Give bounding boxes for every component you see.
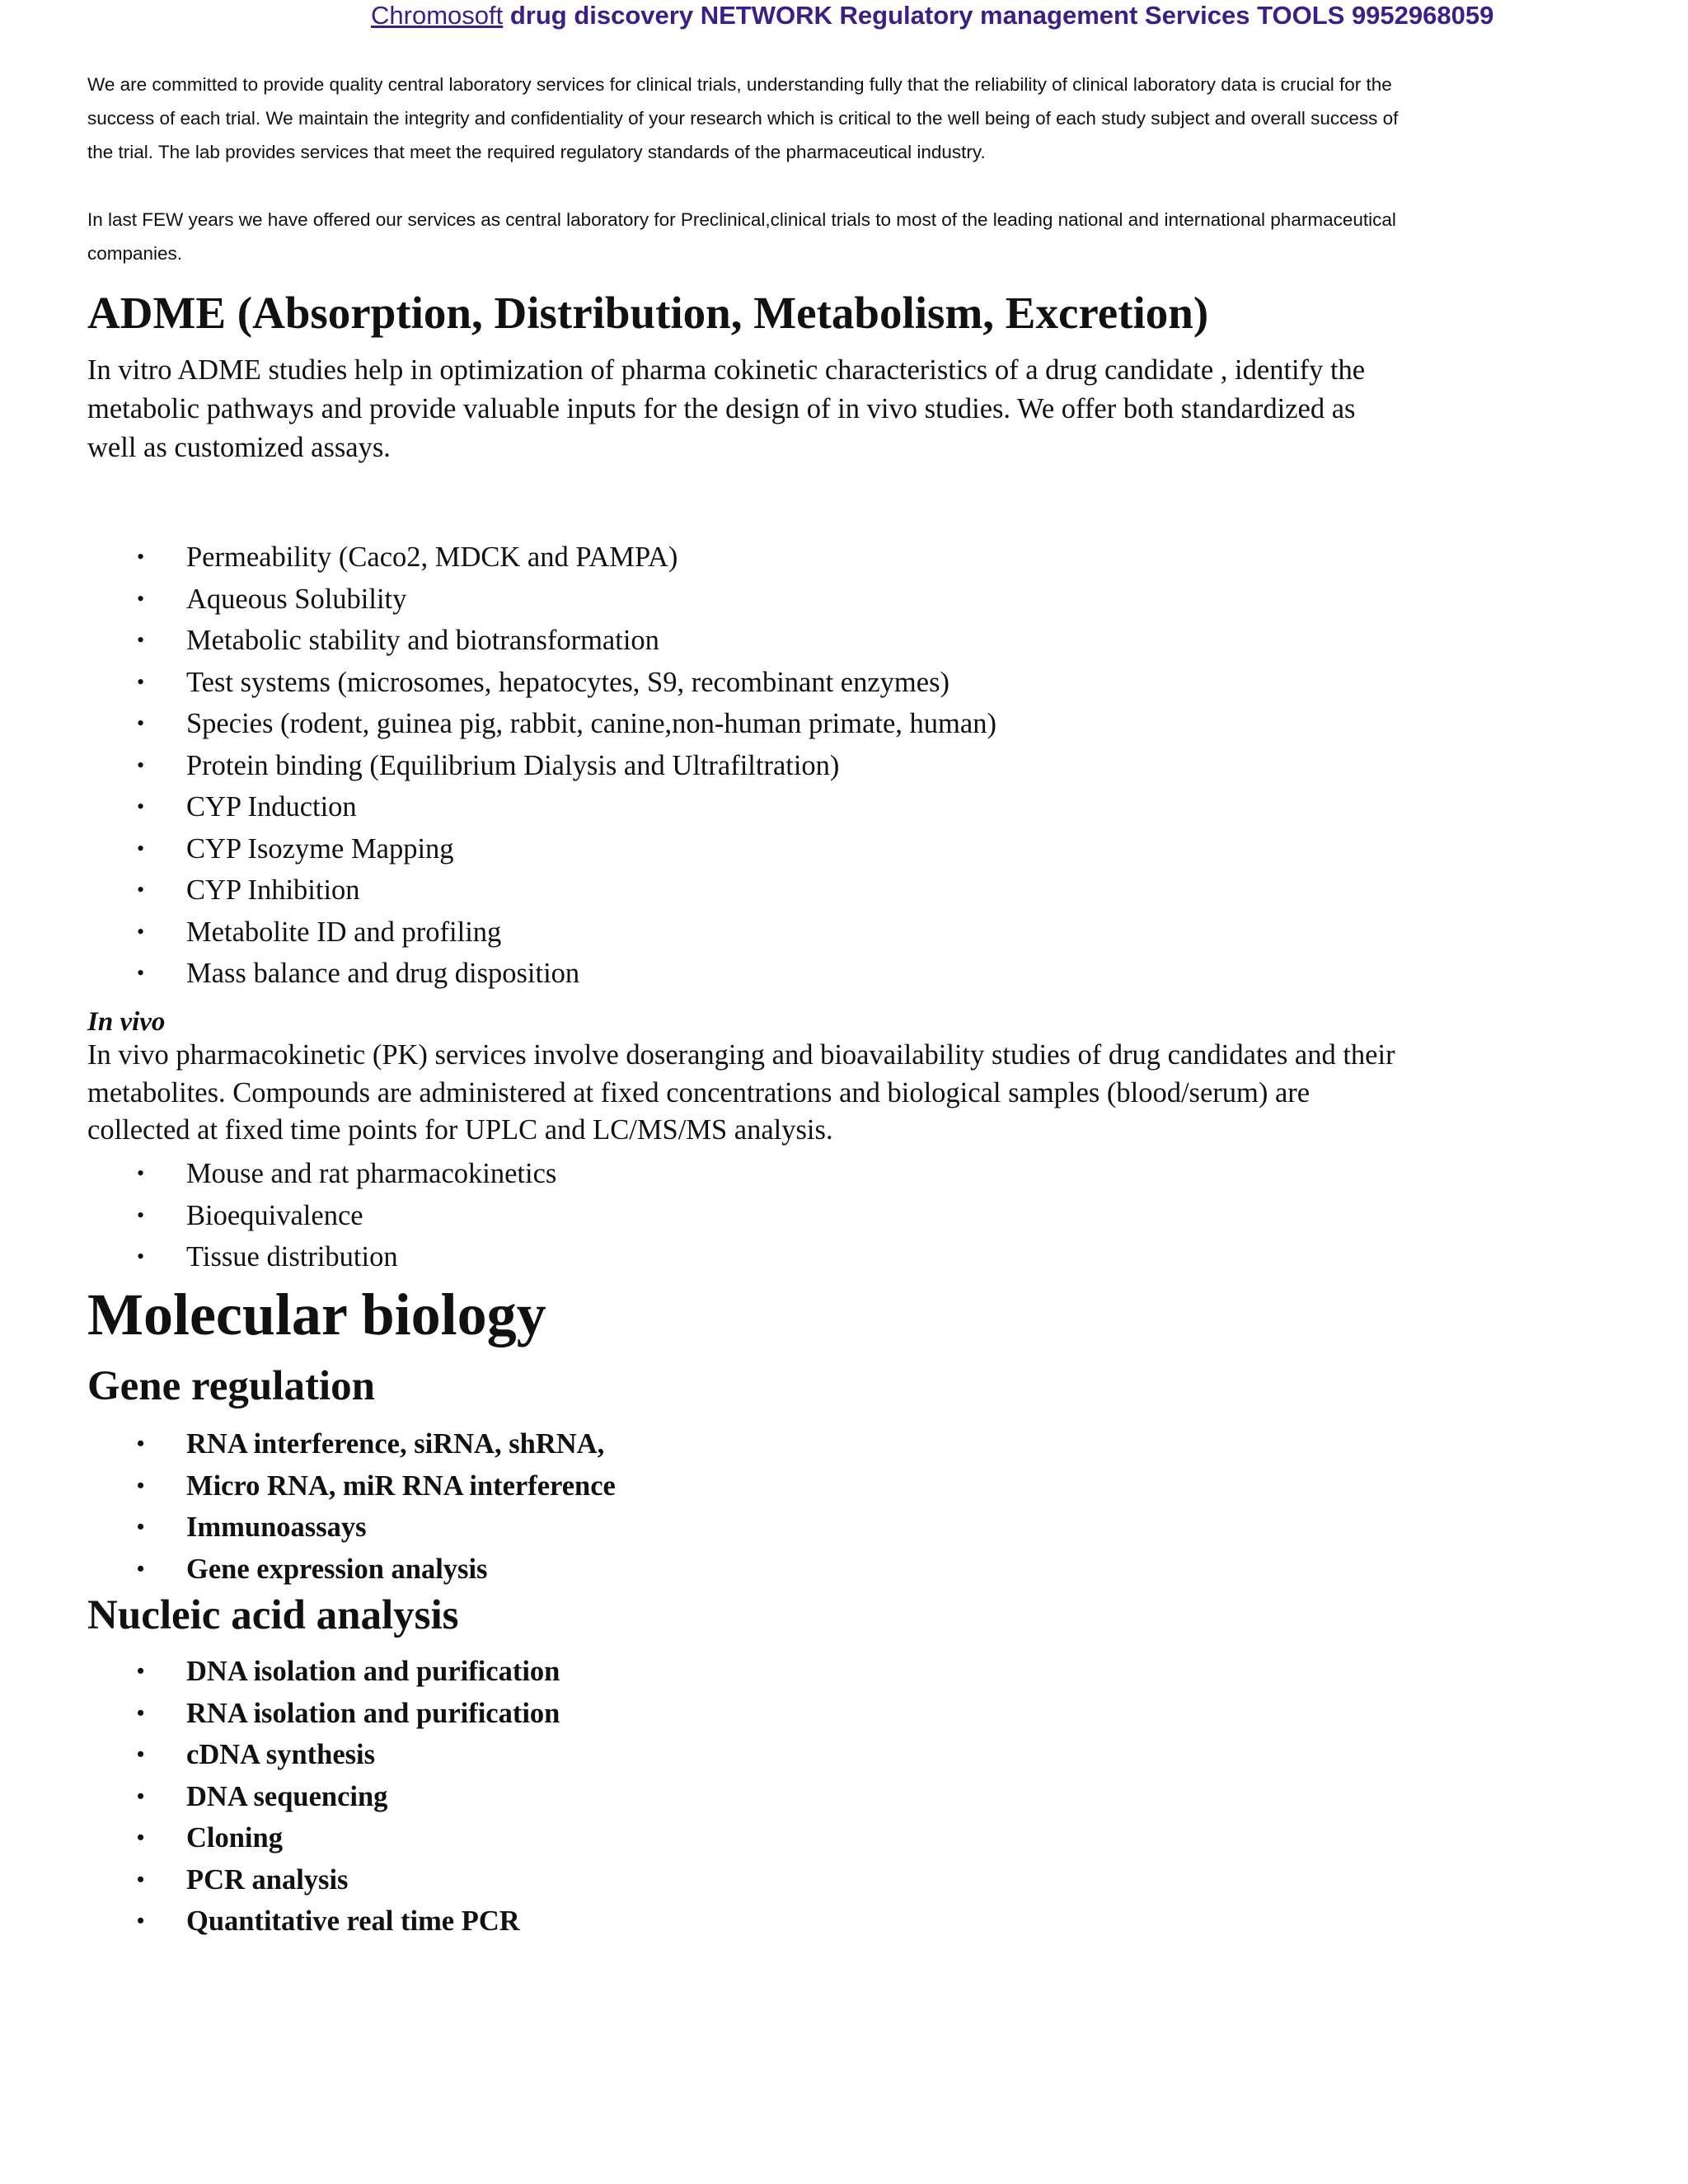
list-item-text: CYP Inhibition <box>186 874 360 906</box>
bullet-icon: • <box>137 1825 145 1849</box>
bullet-icon: • <box>137 1515 145 1539</box>
bullet-icon: • <box>137 1659 145 1683</box>
list-item <box>0 579 996 621</box>
bullet-icon: • <box>137 1742 145 1766</box>
bullet-icon: • <box>137 919 145 944</box>
nav-link-services[interactable]: Services <box>1144 1 1250 30</box>
list-item <box>0 912 996 954</box>
nucleic-acid-heading: Nucleic acid analysis <box>87 1592 459 1638</box>
list-item <box>0 1734 560 1776</box>
nav-link-regulatory-management[interactable]: Regulatory management <box>839 1 1138 30</box>
list-item-text: Bioequivalence <box>186 1199 363 1231</box>
bullet-icon: • <box>137 669 145 694</box>
list-item <box>0 1465 616 1507</box>
list-item <box>0 1423 616 1465</box>
nav-phone-number[interactable]: 9952968059 <box>1351 1 1494 30</box>
list-item <box>0 1507 616 1549</box>
list-item-text: Mouse and rat pharmacokinetics <box>186 1158 557 1189</box>
bullet-icon: • <box>137 1432 145 1455</box>
list-item-text: Protein binding (Equilibrium Dialysis and Ultrafiltration) <box>186 749 840 781</box>
bullet-icon: • <box>137 1556 145 1581</box>
bullet-icon: • <box>137 711 145 735</box>
adme-paragraph: In vitro ADME studies help in optimization of pharma cokinetic characteristics of a drug candidate , identify the metabolic pathways and provide valuable inputs for the design of in vivo studies. We offer both standardized as well as customized assays. <box>87 354 1366 463</box>
list-item-text: Quantitative real time PCR <box>186 1905 520 1937</box>
list-item-text: cDNA synthesis <box>186 1739 376 1770</box>
list-item <box>0 662 996 704</box>
list-item <box>0 1153 556 1195</box>
list-item <box>0 1651 560 1693</box>
nav-link-tools[interactable]: TOOLS <box>1257 1 1345 30</box>
list-item <box>0 537 996 579</box>
invivo-label: In vivo <box>87 1007 166 1037</box>
adme-heading: ADME (Absorption, Distribution, Metabolism, Excretion) <box>87 288 1209 338</box>
invivo-list <box>0 1153 556 1278</box>
list-item-text: Tissue distribution <box>186 1241 398 1272</box>
bullet-icon: • <box>137 1244 145 1268</box>
list-item <box>0 1195 556 1237</box>
gene-regulation-list <box>0 1423 616 1590</box>
list-item <box>0 1900 560 1943</box>
bullet-icon: • <box>137 794 145 818</box>
list-item <box>0 1776 560 1818</box>
bullet-icon: • <box>137 1867 145 1891</box>
adme-list <box>0 537 996 995</box>
list-item-text: Micro RNA, miR RNA interference <box>186 1469 616 1502</box>
list-item-text: Immunoassays <box>186 1511 367 1543</box>
top-navigation <box>371 0 1493 31</box>
bullet-icon: • <box>137 545 145 569</box>
brand-link[interactable]: Chromosoft <box>371 1 504 30</box>
invivo-paragraph: In vivo pharmacokinetic (PK) services involve doseranging and bioavailability studies of drug candidates and their metabolites. Compounds are administered at fixed concentrations and biological samples (blood/serum) are collected at fixed time points for UPLC and LC/MS/MS analysis. <box>87 1039 1395 1146</box>
list-item-text: Aqueous Solubility <box>186 583 407 615</box>
gene-regulation-heading: Gene regulation <box>87 1363 375 1409</box>
nucleic-acid-list <box>0 1651 560 1943</box>
bullet-icon: • <box>137 628 145 652</box>
list-item-text: RNA isolation and purification <box>186 1697 560 1729</box>
list-item-text: Metabolite ID and profiling <box>186 916 502 948</box>
bullet-icon: • <box>137 1783 145 1808</box>
bullet-icon: • <box>137 752 145 777</box>
list-item-text: RNA interference, siRNA, shRNA, <box>186 1428 605 1460</box>
list-item <box>0 745 996 787</box>
list-item-text: Test systems (microsomes, hepatocytes, S9, recombinant enzymes) <box>186 666 950 698</box>
list-item <box>0 1693 560 1735</box>
list-item-text: Permeability (Caco2, MDCK and PAMPA) <box>186 541 678 573</box>
bullet-icon: • <box>137 878 145 902</box>
nav-link-network[interactable]: NETWORK <box>700 1 832 30</box>
list-item-text: DNA sequencing <box>186 1780 388 1812</box>
bullet-icon: • <box>137 1202 145 1227</box>
list-item-text: PCR analysis <box>186 1863 349 1896</box>
molecular-biology-heading: Molecular biology <box>87 1282 546 1347</box>
bullet-icon: • <box>137 1161 145 1185</box>
list-item <box>0 869 996 912</box>
list-item <box>0 953 996 995</box>
bullet-icon: • <box>137 1909 145 1933</box>
list-item <box>0 703 996 745</box>
bullet-icon: • <box>137 836 145 860</box>
list-item <box>0 620 996 662</box>
list-item-text: CYP Induction <box>186 791 357 823</box>
bullet-icon: • <box>137 1473 145 1497</box>
intro-paragraph-1: We are committed to provide quality central laboratory services for clinical trials, understanding fully that the reliability of clinical laboratory data is crucial for the success of each trial. We maintain the integrity and confidentiality of your research which is critical to the well being of each study subject and overall success of the trial. The lab provides services that meet the required regulatory standards of the pharmaceutical industry. <box>87 74 1399 162</box>
list-item-text: DNA isolation and purification <box>186 1656 560 1687</box>
list-item-text: CYP Isozyme Mapping <box>186 832 454 865</box>
list-item <box>0 1236 556 1278</box>
list-item <box>0 1817 560 1859</box>
bullet-icon: • <box>137 586 145 611</box>
bullet-icon: • <box>137 961 145 985</box>
list-item-text: Metabolic stability and biotransformation <box>186 625 659 656</box>
list-item <box>0 828 996 870</box>
intro-paragraph-2: In last FEW years we have offered our services as central laboratory for Preclinical,clinical trials to most of the leading national and international pharmaceutical companies. <box>87 209 1396 264</box>
list-item <box>0 1549 616 1591</box>
list-item-text: Mass balance and drug disposition <box>186 958 580 989</box>
list-item-text: Gene expression analysis <box>186 1553 488 1585</box>
list-item <box>0 1859 560 1901</box>
list-item-text: Species (rodent, guinea pig, rabbit, canine,non-human primate, human) <box>186 708 996 739</box>
nav-link-drug-discovery[interactable]: drug discovery <box>509 1 694 30</box>
list-item <box>0 786 996 828</box>
bullet-icon: • <box>137 1700 145 1725</box>
list-item-text: Cloning <box>186 1822 283 1854</box>
